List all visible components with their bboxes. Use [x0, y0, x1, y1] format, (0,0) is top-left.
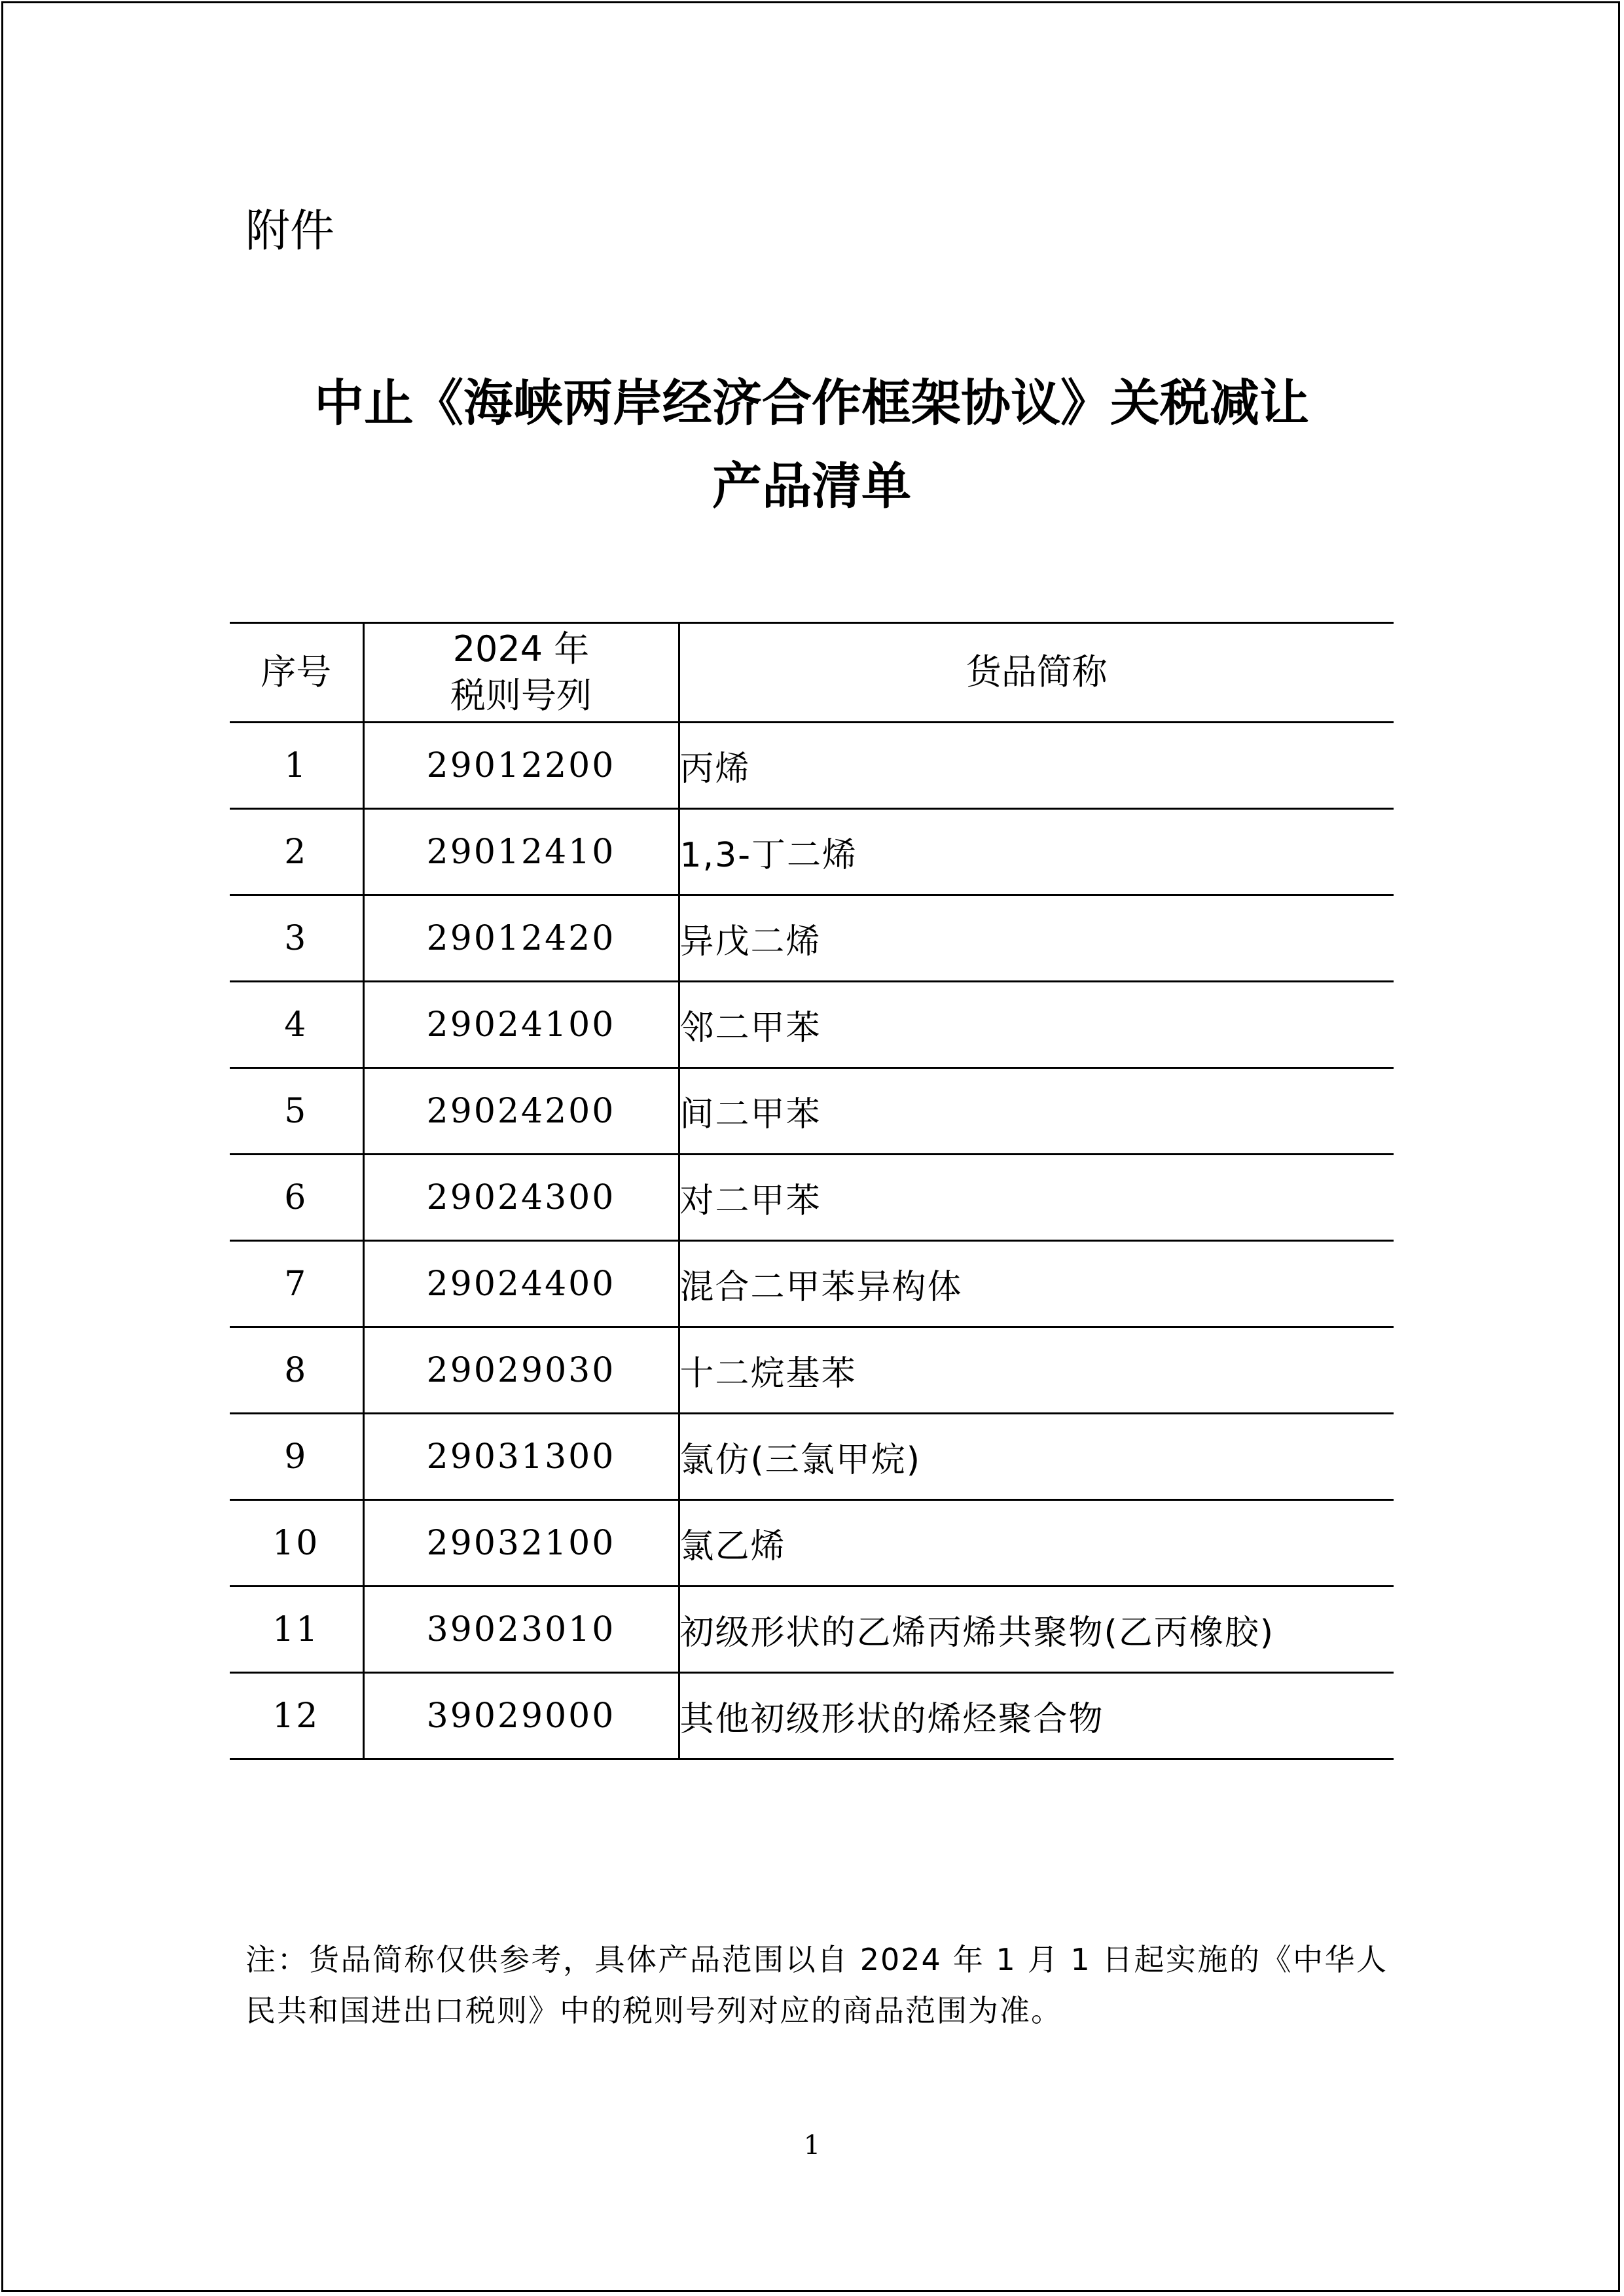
- table-row: [230, 1414, 1394, 1500]
- cell-tariff-code: 39023010: [363, 1587, 679, 1673]
- cell-seq: 9: [230, 1414, 363, 1500]
- cell-tariff-code: 29012200: [363, 723, 679, 809]
- cell-tariff-code: 29029030: [363, 1327, 679, 1414]
- header-product-name: 货品简称: [679, 623, 1394, 723]
- page-number: 1: [803, 2130, 821, 2161]
- cell-seq: 3: [230, 895, 363, 982]
- table-row: [230, 1587, 1394, 1673]
- cell-tariff-code: 29024100: [363, 982, 679, 1068]
- cell-tariff-code: 29012410: [363, 809, 679, 895]
- cell-seq: 6: [230, 1155, 363, 1241]
- cell-tariff-code: 29024400: [363, 1241, 679, 1327]
- cell-tariff-code: 29012420: [363, 895, 679, 982]
- cell-product-name: 氯乙烯: [679, 1500, 1394, 1587]
- table-row: [230, 1500, 1394, 1587]
- cell-product-name: 间二甲苯: [679, 1068, 1394, 1155]
- table-header-row: [230, 623, 1394, 723]
- cell-tariff-code: 29024200: [363, 1068, 679, 1155]
- cell-seq: 2: [230, 809, 363, 895]
- cell-product-name: 丙烯: [679, 723, 1394, 809]
- table-row: [230, 1241, 1394, 1327]
- table-row: [230, 895, 1394, 982]
- header-tariff-code-year: 2024 年: [452, 628, 590, 670]
- cell-product-name: 初级形状的乙烯丙烯共聚物(乙丙橡胶): [679, 1587, 1394, 1673]
- header-tariff-code: [363, 623, 679, 723]
- table-row: [230, 1327, 1394, 1414]
- cell-product-name: 邻二甲苯: [679, 982, 1394, 1068]
- cell-product-name: 1,3-丁二烯: [679, 809, 1394, 895]
- cell-seq: 8: [230, 1327, 363, 1414]
- table-row: [230, 1155, 1394, 1241]
- footnote: 注：货品简称仅供参考，具体产品范围以自 2024 年 1 月 1 日起实施的《中华人民共和国进出口税则》中的税则号列对应的商品范围为准。: [245, 1942, 1388, 2028]
- table-body: [230, 723, 1394, 1759]
- table-row: [230, 1673, 1394, 1759]
- cell-product-name: 混合二甲苯异构体: [679, 1241, 1394, 1327]
- cell-product-name: 十二烷基苯: [679, 1327, 1394, 1414]
- cell-seq: 1: [230, 723, 363, 809]
- cell-tariff-code: 29024300: [363, 1155, 679, 1241]
- table-row: [230, 809, 1394, 895]
- cell-seq: 11: [230, 1587, 363, 1673]
- product-list-table: [230, 622, 1394, 1760]
- cell-seq: 12: [230, 1673, 363, 1759]
- cell-tariff-code: 29032100: [363, 1500, 679, 1587]
- document-title-line-2: 产品清单: [712, 457, 911, 515]
- table-row: [230, 723, 1394, 809]
- cell-seq: 5: [230, 1068, 363, 1155]
- attachment-label: 附件: [245, 206, 335, 257]
- table-row: [230, 982, 1394, 1068]
- cell-product-name: 其他初级形状的烯烃聚合物: [679, 1673, 1394, 1759]
- cell-product-name: 对二甲苯: [679, 1155, 1394, 1241]
- cell-seq: 7: [230, 1241, 363, 1327]
- cell-product-name: 氯仿(三氯甲烷): [679, 1414, 1394, 1500]
- cell-tariff-code: 29031300: [363, 1414, 679, 1500]
- cell-seq: 10: [230, 1500, 363, 1587]
- document-title-line-1: 中止《海峡两岸经济合作框架协议》关税减让: [314, 374, 1309, 432]
- cell-tariff-code: 39029000: [363, 1673, 679, 1759]
- header-seq: 序号: [230, 623, 363, 723]
- table-row: [230, 1068, 1394, 1155]
- cell-product-name: 异戊二烯: [679, 895, 1394, 982]
- header-tariff-code-label: 税则号列: [450, 674, 592, 716]
- cell-seq: 4: [230, 982, 363, 1068]
